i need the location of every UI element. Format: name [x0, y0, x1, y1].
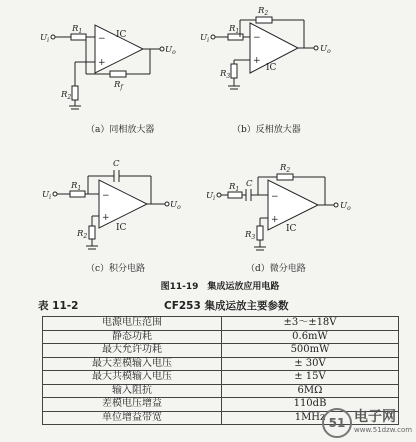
watermark-title: 电子网: [354, 409, 396, 425]
table-number: 表 11-2: [38, 300, 79, 312]
label-d-r3: $R_3$: [245, 230, 256, 241]
param-cell: 静态功耗: [43, 330, 222, 344]
label-c-r2: $R_2$: [77, 229, 88, 240]
label-c-r1: $R_1$: [71, 181, 82, 192]
param-cell: 最大共模输入电压: [43, 371, 222, 385]
label-c-ic: IC: [116, 223, 127, 233]
value-cell: ±3～±18V: [222, 317, 399, 331]
label-c-input: $U_i$: [42, 190, 52, 201]
label-d-r1: $R_1$: [229, 182, 240, 193]
table-row: [43, 344, 399, 358]
caption-c: （c）积分电路: [86, 264, 146, 274]
label-a-ic: IC: [116, 30, 127, 40]
caption-b: （b）反相放大器: [232, 125, 301, 135]
label-b-ic: IC: [266, 63, 277, 73]
value-cell: 110dB: [222, 398, 399, 412]
param-cell: 最大允许功耗: [43, 344, 222, 358]
value-cell: 6MΩ: [222, 384, 399, 398]
caption-a: （a）同相放大器: [86, 125, 155, 135]
label-b-minus: −: [253, 33, 261, 43]
label-b-input: $U_i$: [200, 33, 210, 44]
param-cell: 最大差模输入电压: [43, 357, 222, 371]
label-d-output: $U_o$: [340, 201, 351, 212]
label-c-output: $U_o$: [170, 200, 181, 211]
value-cell: ± 30V: [222, 357, 399, 371]
label-a-minus: −: [98, 34, 106, 44]
label-a-plus: +: [98, 58, 106, 68]
site-watermark: [320, 404, 412, 438]
label-c-minus: −: [102, 191, 110, 201]
table-heading: [38, 298, 398, 314]
param-cell: 输入阻抗: [43, 384, 222, 398]
label-d-cap: C: [246, 179, 253, 189]
table-row: [43, 371, 399, 385]
table-row: [43, 317, 399, 331]
label-c-cap: C: [113, 159, 120, 169]
label-a-rf: $R_f$: [114, 80, 123, 91]
label-d-r2: $R_2$: [280, 163, 291, 174]
label-c-plus: +: [102, 213, 110, 223]
label-a-r2: $R_2$: [61, 90, 72, 101]
watermark-url: www.51dzw.com: [354, 426, 413, 434]
table-title: CF253 集成运放主要参数: [164, 300, 289, 312]
value-cell: ± 15V: [222, 371, 399, 385]
site-logo-icon: 51: [322, 408, 352, 438]
label-a-r1: $R_1$: [72, 24, 83, 35]
label-b-r1: $R_1$: [229, 24, 240, 35]
value-cell: 0.6mW: [222, 330, 399, 344]
label-b-output: $U_o$: [320, 44, 331, 55]
caption-d: （d）微分电路: [246, 264, 306, 274]
table-row: [43, 330, 399, 344]
label-d-ic: IC: [286, 224, 297, 234]
label-d-minus: −: [271, 192, 279, 202]
value-cell: 500mW: [222, 344, 399, 358]
label-d-input: $U_i$: [206, 191, 216, 202]
param-cell: 差模电压增益: [43, 398, 222, 412]
label-a-input: $U_i$: [40, 33, 50, 44]
param-cell: 电源电压范围: [43, 317, 222, 331]
table-row: [43, 357, 399, 371]
figure-caption: 图11-19 集成运放应用电路: [160, 282, 280, 292]
label-a-output: $U_o$: [165, 45, 176, 56]
label-b-plus: +: [253, 56, 261, 66]
value-cell: 1MHz: [222, 411, 399, 425]
label-b-r2: $R_2$: [258, 6, 269, 17]
table-row: [43, 384, 399, 398]
param-cell: 单位增益带宽: [43, 411, 222, 425]
label-b-r3: $R_3$: [220, 69, 231, 80]
label-d-plus: +: [271, 215, 279, 225]
